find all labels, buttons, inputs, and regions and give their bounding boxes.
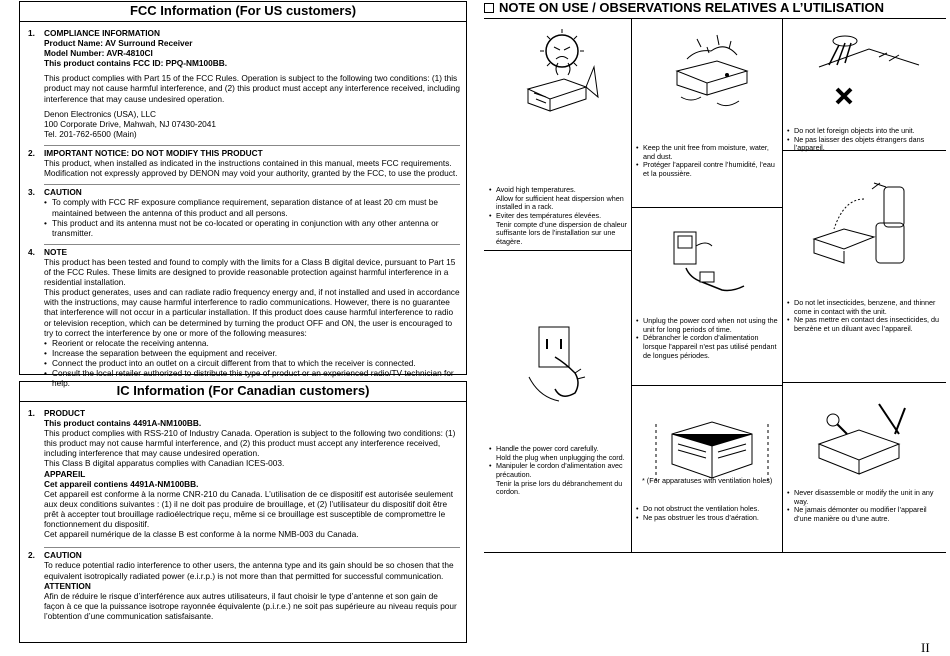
fcc-notice: 2. IMPORTANT NOTICE: DO NOT MODIFY THIS PRODUCT This product, when installed as indicated in the instructions contained in this manual, meets FCC requirements. Modification not expressly approved by DENON may void your authority, granted by the FCC, to use the product. bbox=[44, 145, 460, 178]
note-ventilation-footnote: * (For apparatuses with ventilation holes) bbox=[642, 476, 773, 485]
note-foreign-objects: • Do not let foreign objects into the unit. • Ne pas laisser des objets étrangers dans l’appareil. bbox=[787, 127, 943, 153]
address-line: Denon Electronics (USA), LLC bbox=[44, 108, 157, 119]
divider bbox=[632, 385, 782, 386]
phone-line: Tel. 201-762-6500 (Main) bbox=[44, 128, 137, 139]
divider bbox=[783, 382, 946, 383]
section-title: NOTE bbox=[44, 246, 68, 257]
divider bbox=[782, 19, 783, 552]
section-title: PRODUCT bbox=[44, 407, 86, 418]
model-number: Model Number: AVR-4810CI bbox=[44, 48, 153, 59]
note-unplug: • Unplug the power cord when not using the unit for long periods of time. • Débrancher le cordon d’alimentation lorsque l’appareil n’est pas utilisé pendant de longues périodes. bbox=[636, 317, 780, 360]
insecticide-illustration bbox=[804, 179, 924, 279]
divider bbox=[484, 250, 631, 251]
bullet-item: • This product and its antenna must not be co-located or operating in conjunction with any other antenna or transmitter. bbox=[44, 218, 460, 238]
notes-title: NOTE ON USE / OBSERVATIONS RELATIVES A L’UTILISATION bbox=[484, 0, 884, 16]
disassemble-illustration bbox=[809, 394, 929, 484]
fcc-title: FCC Information (For US customers) bbox=[20, 2, 466, 22]
fcc-compliance: 1. COMPLIANCE INFORMATION Product Name: AV Surround Receiver Model Number: AVR-4810CI This product contains FCC ID: PPQ-NM100BB. This product complies with Part 15 of the FCC Rules. Operation is subject to the following two conditions: (1) this product may not cause harmful interference, and (2) this product must accept any interference received, including interference that may cause undesired operation. Denon Electronics (USA), LLC 100 Corporate Drive, Mahwah, NJ 07430-2041 Tel. 201-762-6500 (Main) bbox=[28, 27, 460, 139]
paragraph: This product has been tested and found to comply with the limits for a Class B digital device, pursuant to Part 15 of the FCC Rules. These limits are designed to provide reasonable protection against harmful interference in a residential installation. bbox=[44, 256, 456, 288]
note-ventilation: • Do not obstruct the ventilation holes. • Ne pas obstruer les trous d’aération. bbox=[636, 505, 780, 522]
subheading: APPAREIL bbox=[44, 468, 86, 479]
ic-id-fr: Cet appareil contiens 4491A-NM100BB. bbox=[44, 478, 199, 489]
ic-section bbox=[19, 381, 467, 643]
fcc-id: This product contains FCC ID: PPQ-NM100BB. bbox=[44, 58, 228, 69]
paragraph: Cet appareil numérique de la classe B est conforme à la norme NMB-003 du Canada. bbox=[44, 529, 359, 540]
paragraph: To reduce potential radio interference to other users, the antenna type and its gain should be so chosen that the equivalent isotropically radiated power (e.i.r.p.) is not more than that permitted for successful communication. bbox=[44, 560, 454, 581]
ic-id: This product contains 4491A-NM100BB. bbox=[44, 417, 202, 428]
bullet-item: • Increase the separation between the equipment and receiver. bbox=[44, 348, 460, 358]
fcc-section bbox=[19, 1, 467, 389]
bullet-item: • Reorient or relocate the receiving antenna. bbox=[44, 338, 460, 348]
unplug-illustration bbox=[664, 224, 754, 304]
fcc-caution: 3. CAUTION • To comply with FCC RF exposure compliance requirement, separation distance of at least 20 cm must be maintained between the antenna of this product and all persons. • This product and its antenna must not be co-located or operating in conjunction with any other antenna or transmitter. bbox=[44, 184, 460, 238]
paragraph: This product complies with RSS-210 of Industry Canada. Operation is subject to the following two conditions: (1) this product may not cause harmful interference, and (2) this product must accept any interference received, including interference that may cause undesired operation. bbox=[44, 428, 456, 459]
fcc-note: 4. NOTE This product has been tested and found to comply with the limits for a Class B digital device, pursuant to Part 15 of the FCC Rules. These limits are designed to provide reasonable protection against harmful interference in a residential installation. This product generates, uses and can radiate radio frequency energy and, if not installed and used in accordance with the instructions, may cause harmful interference to radio communications. However, there is no guarantee that interference will not occur in a particular installation. If this product does cause harmful interference to radio or television reception, which can be determined by turning the product OFF and ON, the user is encouraged to try to correct the interference by one or more of the following measures: • Reorient or relocate the receiving antenna. • Increase the separation between the equipment and receiver. • Connect the product into an outlet on a circuit different from that to which the receiver is connected. • Consult the local retailer authorized to distribute this type of product or an experienced radio/TV technician for help. bbox=[44, 244, 460, 389]
notes-grid bbox=[484, 18, 946, 553]
section-title: CAUTION bbox=[44, 187, 82, 198]
subheading: ATTENTION bbox=[44, 580, 91, 591]
section-title: COMPLIANCE INFORMATION bbox=[44, 27, 160, 38]
bullet-item: • Connect the product into an outlet on a circuit different from that to which the receiver is connected. bbox=[44, 358, 460, 368]
paragraph: This Class B digital apparatus complies with Canadian ICES-003. bbox=[44, 458, 285, 469]
note-insecticide: • Do not let insecticides, benzene, and thinner come in contact with the unit. • Ne pas mettre en contact des insecticides, du benzène et un diluant avec l’appareil. bbox=[787, 299, 943, 334]
note-power-cord: • Handle the power cord carefully. Hold the plug when unplugging the cord. • Manipuler le cordon d’alimentation avec précaution. Tenir la prise lors du débranchement du cordon. bbox=[489, 445, 629, 497]
page-number: II bbox=[921, 640, 930, 655]
product-name: Product Name: AV Surround Receiver bbox=[44, 37, 193, 48]
bullet-item: • Consult the local retailer authorized to distribute this type of product or an experienced radio/TV technician for help. bbox=[44, 368, 460, 388]
section-title: CAUTION bbox=[44, 550, 82, 561]
foreign-objects-illustration bbox=[809, 27, 929, 117]
divider bbox=[632, 207, 782, 208]
section-title: IMPORTANT NOTICE: DO NOT MODIFY THIS PRODUCT bbox=[44, 147, 263, 158]
address-line: 100 Corporate Drive, Mahwah, NJ 07430-2041 bbox=[44, 118, 217, 129]
paragraph: This product, when installed as indicated in the instructions contained in this manual, meets FCC requirements. Modification not expressly approved by DENON may void your authority, granted by the FCC, to use the product. bbox=[44, 158, 458, 179]
divider bbox=[631, 19, 632, 552]
ic-title: IC Information (For Canadian customers) bbox=[20, 382, 466, 402]
note-heat: • Avoid high temperatures. Allow for sufficient heat dispersion when installed in a rack. • Eviter des températures élevées. Tenir compte d’une dispersion de chaleur suffisante lors de l’installation sur une étagère. bbox=[489, 186, 629, 246]
paragraph: This product generates, uses and can radiate radio frequency energy and, if not installed and used in accordance with the instructions, may cause harmful interference to radio communications. However, there is no guarantee that interference will not occur in a particular installation. If this product does cause harmful interference to radio or television reception, which can be determined by turning the product OFF and ON, the user is encouraged to try to correct the interference by one or more of the following measures: bbox=[44, 287, 460, 338]
heat-illustration bbox=[514, 27, 604, 122]
power-cord-illustration bbox=[509, 317, 609, 407]
paragraph: Afin de réduire le risque d’interférence aux autres utilisateurs, il faut choisir le type d’antenne et son gain de façon à ce que la puissance isotrope rayonnée équivalente (p.i.r.e.) ne soit pas supérieure au niveau requis pour l’obtention d’une communication satisfaisante. bbox=[44, 590, 457, 621]
moisture-illustration bbox=[667, 31, 757, 116]
paragraph: Cet appareil est conforme à la norme CNR-210 du Canada. L’utilisation de ce dispositif est autorisée seulement aux deux conditions suivantes : (1) il ne doit pas produire de brouillage, et (2) l’utilisateur du dispositif doit être prêt à accepter tout brouillage radioélectrique reçu, même si ce brouillage est susceptible de compromettre le fonctionnement du dispositif. bbox=[44, 488, 454, 530]
note-disassemble: • Never disassemble or modify the unit in any way. • Ne jamais démonter ou modifier l’appareil d’une manière ou d’une autre. bbox=[787, 489, 943, 524]
paragraph: This product complies with Part 15 of the FCC Rules. Operation is subject to the following two conditions: (1) this product may not cause harmful interference, and (2) this product must accept any interference received, including interference that may cause undesired operation. bbox=[44, 73, 460, 104]
note-moisture: • Keep the unit free from moisture, water, and dust. • Protéger l’appareil contre l’humidité, l’eau et la poussière. bbox=[636, 144, 780, 179]
checkbox-icon bbox=[484, 3, 494, 13]
ic-caution: 2. CAUTION To reduce potential radio interference to other users, the antenna type and its gain should be so chosen that the equivalent isotropically radiated power (e.i.r.p.) is not more than that permitted for successful communication. ATTENTION Afin de réduire le risque d’interférence aux autres utilisateurs, il faut choisir le type d’antenne et son gain de façon à ce que la puissance isotrope rayonnée équivalente (p.i.r.e.) ne soit pas supérieure au niveau requis pour l’obtention d’une communication satisfaisante. bbox=[44, 547, 460, 621]
bullet-item: • To comply with FCC RF exposure compliance requirement, separation distance of at least 20 cm must be maintained between the antenna of this product and all persons. bbox=[44, 197, 460, 217]
ic-product: 1. PRODUCT This product contains 4491A-NM100BB. This product complies with RSS-210 of Industry Canada. Operation is subject to the following two conditions: (1) this product may not cause harmful interference, and (2) this product must accept any interference received, including interference that may cause undesired operation. This Class B digital apparatus complies with Canadian ICES-003. APPAREIL Cet appareil contiens 4491A-NM100BB. Cet appareil est conforme à la norme CNR-210 du Canada. L’utilisation de ce dispositif est autorisée seulement aux deux conditions suivantes : (1) il ne doit pas produire de brouillage, et (2) l’utilisateur du dispositif doit être prêt à accepter tout brouillage radioélectrique reçu, même si ce brouillage est susceptible de compromettre le fonctionnement du dispositif. Cet appareil numérique de la classe B est conforme à la norme NMB-003 du Canada. bbox=[44, 408, 460, 539]
